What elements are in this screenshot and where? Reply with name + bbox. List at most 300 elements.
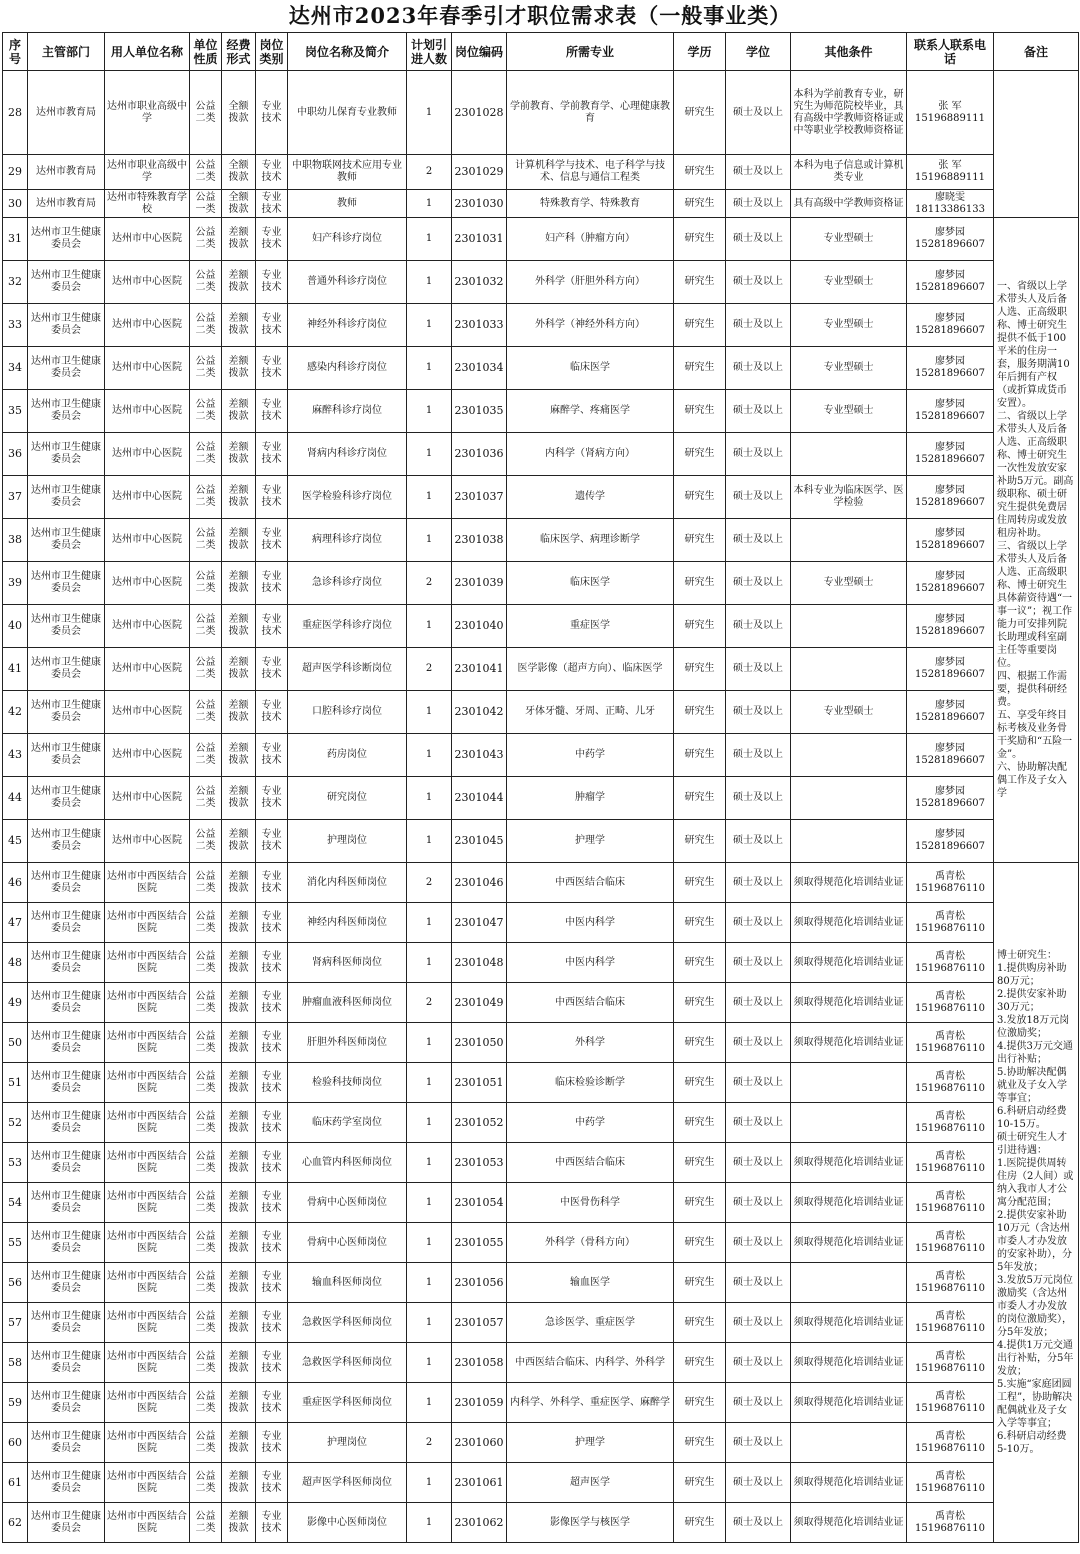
cell-category: 专业技术 [256,648,288,691]
cell-other: 须取得规范化培训结业证 [791,1383,907,1423]
cell-position: 麻醉科诊疗岗位 [288,390,407,433]
cell-code: 2301050 [452,1023,507,1063]
cell-nature: 公益二类 [190,1303,222,1343]
cell-dept: 达州市卫生健康委员会 [28,648,105,691]
cell-education: 研究生 [674,1503,726,1543]
cell-major: 牙体牙髓、牙周、正畸、儿牙 [507,691,674,734]
cell-unit: 达州市特殊教育学校 [105,190,190,218]
table-row [3,519,1079,562]
cell-seq: 43 [3,734,28,777]
cell-seq: 37 [3,476,28,519]
table-row [3,734,1079,777]
table-row [3,155,1079,190]
cell-code: 2301029 [452,155,507,190]
cell-code: 2301045 [452,820,507,863]
cell-position: 急救医学科医师岗位 [288,1343,407,1383]
cell-education: 研究生 [674,605,726,648]
cell-dept: 达州市卫生健康委员会 [28,983,105,1023]
cell-count: 1 [407,190,452,218]
cell-category: 专业技术 [256,1503,288,1543]
cell-other: 须取得规范化培训结业证 [791,1023,907,1063]
cell-dept: 达州市卫生健康委员会 [28,476,105,519]
cell-unit: 达州市中西医结合医院 [105,863,190,903]
cell-education: 研究生 [674,1183,726,1223]
table-row [3,190,1079,218]
cell-other: 须取得规范化培训结业证 [791,943,907,983]
cell-position: 消化内科医师岗位 [288,863,407,903]
cell-position: 肿瘤血液科医师岗位 [288,983,407,1023]
cell-funding: 差额拨款 [222,218,256,261]
cell-category: 专业技术 [256,1303,288,1343]
cell-education: 研究生 [674,863,726,903]
header-count: 计划引进人数 [407,33,452,71]
cell-nature: 公益一类 [190,190,222,218]
cell-funding: 差额拨款 [222,903,256,943]
cell-contact: 廖晓雯 18113386133 [907,190,994,218]
cell-unit: 达州市中西医结合医院 [105,1463,190,1503]
table-row [3,820,1079,863]
cell-category: 专业技术 [256,1103,288,1143]
cell-seq: 28 [3,71,28,155]
cell-degree: 硕士及以上 [726,519,791,562]
cell-position: 医学检验科诊疗岗位 [288,476,407,519]
cell-nature: 公益二类 [190,863,222,903]
cell-major: 遗传学 [507,476,674,519]
cell-degree: 硕士及以上 [726,562,791,605]
cell-count: 1 [407,218,452,261]
cell-education: 研究生 [674,648,726,691]
cell-count: 1 [407,1343,452,1383]
cell-category: 专业技术 [256,562,288,605]
cell-seq: 39 [3,562,28,605]
cell-count: 1 [407,1063,452,1103]
cell-education: 研究生 [674,1223,726,1263]
cell-category: 专业技术 [256,71,288,155]
cell-funding: 差额拨款 [222,519,256,562]
cell-dept: 达州市卫生健康委员会 [28,562,105,605]
cell-major: 护理学 [507,1423,674,1463]
cell-dept: 达州市卫生健康委员会 [28,1383,105,1423]
cell-nature: 公益二类 [190,1103,222,1143]
cell-nature: 公益二类 [190,1183,222,1223]
cell-education: 研究生 [674,190,726,218]
cell-other: 须取得规范化培训结业证 [791,1183,907,1223]
cell-seq: 60 [3,1423,28,1463]
cell-funding: 差额拨款 [222,863,256,903]
cell-degree: 硕士及以上 [726,1103,791,1143]
cell-contact: 廖梦园 15281896607 [907,734,994,777]
cell-seq: 62 [3,1503,28,1543]
cell-funding: 差额拨款 [222,1463,256,1503]
cell-category: 专业技术 [256,1423,288,1463]
cell-nature: 公益二类 [190,1223,222,1263]
cell-unit: 达州市中西医结合医院 [105,903,190,943]
cell-count: 1 [407,1463,452,1503]
cell-other: 专业型硕士 [791,304,907,347]
table-row [3,943,1079,983]
cell-code: 2301051 [452,1063,507,1103]
cell-seq: 47 [3,903,28,943]
cell-category: 专业技术 [256,1183,288,1223]
cell-code: 2301056 [452,1263,507,1303]
cell-unit: 达州市中西医结合医院 [105,1023,190,1063]
cell-code: 2301054 [452,1183,507,1223]
cell-count: 1 [407,390,452,433]
cell-unit: 达州市职业高级中学 [105,155,190,190]
cell-nature: 公益二类 [190,1263,222,1303]
cell-dept: 达州市卫生健康委员会 [28,1503,105,1543]
cell-nature: 公益二类 [190,734,222,777]
cell-education: 研究生 [674,1063,726,1103]
cell-other [791,777,907,820]
table-row [3,433,1079,476]
header-nature: 单位性质 [190,33,222,71]
cell-education: 研究生 [674,476,726,519]
cell-education: 研究生 [674,155,726,190]
cell-degree: 硕士及以上 [726,1463,791,1503]
cell-funding: 全额拨款 [222,190,256,218]
cell-dept: 达州市卫生健康委员会 [28,1423,105,1463]
cell-contact: 张 军 15196889111 [907,155,994,190]
cell-funding: 差额拨款 [222,476,256,519]
cell-count: 1 [407,1383,452,1423]
cell-count: 1 [407,1503,452,1543]
cell-other: 本科为学前教育专业，研究生为师范院校毕业，具有高级中学教师资格证或中等职业学校教师资格证 [791,71,907,155]
cell-funding: 差额拨款 [222,1143,256,1183]
table-row [3,605,1079,648]
cell-seq: 29 [3,155,28,190]
cell-degree: 硕士及以上 [726,691,791,734]
cell-position: 临床药学室岗位 [288,1103,407,1143]
cell-contact: 廖梦园 15281896607 [907,390,994,433]
cell-contact: 廖梦园 15281896607 [907,562,994,605]
cell-unit: 达州市中西医结合医院 [105,1343,190,1383]
cell-remark-integrated-hospital: 博士研究生： 1.提供购房补助80万元； 2.提供安家补助30万元； 3.发放18万元岗位激励奖； 4.提供3万元交通出行补贴； 5.协助解决配偶就业及子女入学等事宜； 6.科研启动经费10-15万。 硕士研究生人才引进待遇： 1.医院提供周转住房（2人间）或纳入我市人才公寓分配范围； 2.提供安家补助10万元（含达州市委人才办发放的安家补助），分5年发放； 3.发放5万元岗位激励奖（含达州市委人才办发放的岗位激励奖），分5年发放； 4.提供1万元交通出行补贴，分5年发放； 5.实施“家庭团圆工程”，协助解决配偶就业及子女入学等事宜； 6.科研启动经费5-10万。 [994,863,1079,1543]
table-row [3,1423,1079,1463]
table-row [3,863,1079,903]
table-row [3,777,1079,820]
cell-position: 中职幼儿保育专业教师 [288,71,407,155]
cell-education: 研究生 [674,1383,726,1423]
table-row [3,903,1079,943]
cell-degree: 硕士及以上 [726,155,791,190]
cell-other [791,648,907,691]
cell-contact: 廖梦园 15281896607 [907,218,994,261]
cell-dept: 达州市卫生健康委员会 [28,347,105,390]
cell-dept: 达州市卫生健康委员会 [28,433,105,476]
cell-funding: 差额拨款 [222,820,256,863]
cell-funding: 差额拨款 [222,433,256,476]
cell-code: 2301036 [452,433,507,476]
cell-seq: 61 [3,1463,28,1503]
cell-count: 1 [407,1223,452,1263]
cell-category: 专业技术 [256,433,288,476]
cell-unit: 达州市中心医院 [105,734,190,777]
cell-seq: 36 [3,433,28,476]
cell-count: 1 [407,519,452,562]
cell-unit: 达州市中西医结合医院 [105,1103,190,1143]
cell-position: 肝胆外科医师岗位 [288,1023,407,1063]
cell-nature: 公益二类 [190,476,222,519]
cell-unit: 达州市中西医结合医院 [105,1263,190,1303]
cell-code: 2301032 [452,261,507,304]
cell-position: 感染内科诊疗岗位 [288,347,407,390]
cell-category: 专业技术 [256,390,288,433]
cell-dept: 达州市卫生健康委员会 [28,1263,105,1303]
cell-other [791,1423,907,1463]
cell-unit: 达州市中西医结合医院 [105,1063,190,1103]
cell-nature: 公益二类 [190,1423,222,1463]
cell-degree: 硕士及以上 [726,71,791,155]
cell-code: 2301028 [452,71,507,155]
cell-major: 计算机科学与技术、电子科学与技术、信息与通信工程类 [507,155,674,190]
cell-code: 2301034 [452,347,507,390]
cell-nature: 公益二类 [190,71,222,155]
cell-major: 外科学 [507,1023,674,1063]
cell-code: 2301055 [452,1223,507,1263]
cell-position: 重症医学科诊疗岗位 [288,605,407,648]
cell-position: 药房岗位 [288,734,407,777]
cell-nature: 公益二类 [190,820,222,863]
cell-category: 专业技术 [256,190,288,218]
cell-degree: 硕士及以上 [726,1303,791,1343]
cell-unit: 达州市中心医院 [105,433,190,476]
cell-degree: 硕士及以上 [726,943,791,983]
cell-code: 2301044 [452,777,507,820]
cell-unit: 达州市中心医院 [105,605,190,648]
cell-seq: 34 [3,347,28,390]
cell-unit: 达州市中西医结合医院 [105,1503,190,1543]
cell-other [791,1103,907,1143]
table-row [3,71,1079,155]
cell-major: 中医内科学 [507,903,674,943]
cell-category: 专业技术 [256,820,288,863]
cell-funding: 差额拨款 [222,734,256,777]
cell-unit: 达州市中心医院 [105,648,190,691]
cell-education: 研究生 [674,983,726,1023]
cell-education: 研究生 [674,433,726,476]
cell-contact: 廖梦园 15281896607 [907,261,994,304]
cell-other [791,519,907,562]
cell-funding: 差额拨款 [222,562,256,605]
cell-position: 口腔科诊疗岗位 [288,691,407,734]
cell-funding: 全额拨款 [222,155,256,190]
cell-position: 超声医学科诊断岗位 [288,648,407,691]
cell-contact: 禹青松 15196876110 [907,863,994,903]
cell-funding: 差额拨款 [222,777,256,820]
cell-seq: 48 [3,943,28,983]
cell-position: 神经内科医师岗位 [288,903,407,943]
cell-contact: 禹青松 15196876110 [907,1503,994,1543]
cell-seq: 57 [3,1303,28,1343]
cell-education: 研究生 [674,1143,726,1183]
cell-unit: 达州市职业高级中学 [105,71,190,155]
cell-unit: 达州市中西医结合医院 [105,1303,190,1343]
cell-contact: 禹青松 15196876110 [907,1183,994,1223]
cell-major: 重症医学 [507,605,674,648]
cell-major: 中西医结合临床 [507,1143,674,1183]
cell-seq: 50 [3,1023,28,1063]
table-row [3,648,1079,691]
cell-education: 研究生 [674,347,726,390]
cell-nature: 公益二类 [190,218,222,261]
cell-nature: 公益二类 [190,155,222,190]
cell-unit: 达州市中心医院 [105,261,190,304]
cell-nature: 公益二类 [190,519,222,562]
cell-major: 中西医结合临床 [507,983,674,1023]
cell-funding: 差额拨款 [222,691,256,734]
cell-dept: 达州市卫生健康委员会 [28,863,105,903]
cell-unit: 达州市中心医院 [105,390,190,433]
cell-degree: 硕士及以上 [726,1023,791,1063]
cell-other: 本科专业为临床医学、医学检验 [791,476,907,519]
cell-nature: 公益二类 [190,903,222,943]
table-row [3,983,1079,1023]
cell-position: 神经外科诊疗岗位 [288,304,407,347]
cell-funding: 差额拨款 [222,605,256,648]
cell-contact: 廖梦园 15281896607 [907,519,994,562]
cell-position: 骨病中心医师岗位 [288,1223,407,1263]
cell-seq: 38 [3,519,28,562]
table-row [3,1103,1079,1143]
cell-count: 1 [407,71,452,155]
cell-degree: 硕士及以上 [726,648,791,691]
cell-unit: 达州市中西医结合医院 [105,943,190,983]
cell-degree: 硕士及以上 [726,1503,791,1543]
cell-major: 妇产科（肿瘤方向） [507,218,674,261]
cell-code: 2301033 [452,304,507,347]
cell-nature: 公益二类 [190,347,222,390]
cell-nature: 公益二类 [190,605,222,648]
cell-funding: 差额拨款 [222,1343,256,1383]
cell-code: 2301038 [452,519,507,562]
table-row [3,218,1079,261]
table-row [3,390,1079,433]
cell-position: 心血管内科医师岗位 [288,1143,407,1183]
cell-dept: 达州市卫生健康委员会 [28,1143,105,1183]
cell-funding: 差额拨款 [222,304,256,347]
cell-major: 医学影像（超声方向）、临床医学 [507,648,674,691]
cell-education: 研究生 [674,1343,726,1383]
cell-funding: 差额拨款 [222,1063,256,1103]
cell-dept: 达州市卫生健康委员会 [28,1303,105,1343]
cell-count: 1 [407,304,452,347]
cell-education: 研究生 [674,71,726,155]
cell-other: 须取得规范化培训结业证 [791,903,907,943]
cell-education: 研究生 [674,903,726,943]
cell-other: 具有高级中学教师资格证 [791,190,907,218]
cell-contact: 禹青松 15196876110 [907,903,994,943]
cell-seq: 53 [3,1143,28,1183]
cell-other [791,734,907,777]
cell-category: 专业技术 [256,863,288,903]
cell-count: 2 [407,983,452,1023]
cell-position: 普通外科诊疗岗位 [288,261,407,304]
cell-unit: 达州市中心医院 [105,304,190,347]
cell-dept: 达州市卫生健康委员会 [28,943,105,983]
table-row [3,1303,1079,1343]
cell-education: 研究生 [674,1023,726,1063]
cell-other: 专业型硕士 [791,390,907,433]
cell-major: 内科学（肾病方向） [507,433,674,476]
cell-major: 特殊教育学、特殊教育 [507,190,674,218]
cell-degree: 硕士及以上 [726,476,791,519]
cell-funding: 差额拨款 [222,1183,256,1223]
cell-position: 护理岗位 [288,820,407,863]
cell-seq: 58 [3,1343,28,1383]
cell-nature: 公益二类 [190,1143,222,1183]
cell-seq: 56 [3,1263,28,1303]
cell-major: 中医内科学 [507,943,674,983]
cell-major: 外科学（骨科方向） [507,1223,674,1263]
header-degree: 学位 [726,33,791,71]
cell-degree: 硕士及以上 [726,1063,791,1103]
cell-dept: 达州市卫生健康委员会 [28,1463,105,1503]
header-remark: 备注 [994,33,1079,71]
table-row [3,1263,1079,1303]
cell-contact: 廖梦园 15281896607 [907,820,994,863]
cell-education: 研究生 [674,390,726,433]
cell-degree: 硕士及以上 [726,390,791,433]
table-row [3,1063,1079,1103]
cell-education: 研究生 [674,304,726,347]
cell-education: 研究生 [674,1103,726,1143]
cell-major: 临床医学、病理诊断学 [507,519,674,562]
cell-other: 专业型硕士 [791,261,907,304]
cell-position: 病理科诊疗岗位 [288,519,407,562]
cell-funding: 差额拨款 [222,648,256,691]
cell-unit: 达州市中心医院 [105,347,190,390]
table-row [3,261,1079,304]
cell-other: 须取得规范化培训结业证 [791,1143,907,1183]
cell-contact: 廖梦园 15281896607 [907,777,994,820]
cell-code: 2301058 [452,1343,507,1383]
cell-contact: 禹青松 15196876110 [907,1063,994,1103]
cell-contact: 禹青松 15196876110 [907,1383,994,1423]
cell-code: 2301035 [452,390,507,433]
cell-degree: 硕士及以上 [726,1343,791,1383]
cell-count: 1 [407,1023,452,1063]
cell-funding: 差额拨款 [222,1223,256,1263]
cell-contact: 禹青松 15196876110 [907,1103,994,1143]
cell-major: 中西医结合临床 [507,863,674,903]
cell-unit: 达州市中心医院 [105,562,190,605]
cell-contact: 禹青松 15196876110 [907,1143,994,1183]
cell-code: 2301030 [452,190,507,218]
cell-dept: 达州市教育局 [28,71,105,155]
cell-code: 2301043 [452,734,507,777]
cell-unit: 达州市中西医结合医院 [105,983,190,1023]
cell-category: 专业技术 [256,476,288,519]
cell-other [791,820,907,863]
cell-funding: 差额拨款 [222,983,256,1023]
cell-contact: 禹青松 15196876110 [907,1263,994,1303]
cell-education: 研究生 [674,1463,726,1503]
cell-seq: 42 [3,691,28,734]
cell-nature: 公益二类 [190,777,222,820]
cell-code: 2301046 [452,863,507,903]
cell-dept: 达州市卫生健康委员会 [28,777,105,820]
cell-degree: 硕士及以上 [726,1143,791,1183]
cell-nature: 公益二类 [190,983,222,1023]
cell-count: 2 [407,562,452,605]
cell-education: 研究生 [674,734,726,777]
cell-funding: 差额拨款 [222,1503,256,1543]
cell-seq: 52 [3,1103,28,1143]
header-position: 岗位名称及简介 [288,33,407,71]
cell-funding: 差额拨款 [222,1423,256,1463]
cell-count: 1 [407,1183,452,1223]
